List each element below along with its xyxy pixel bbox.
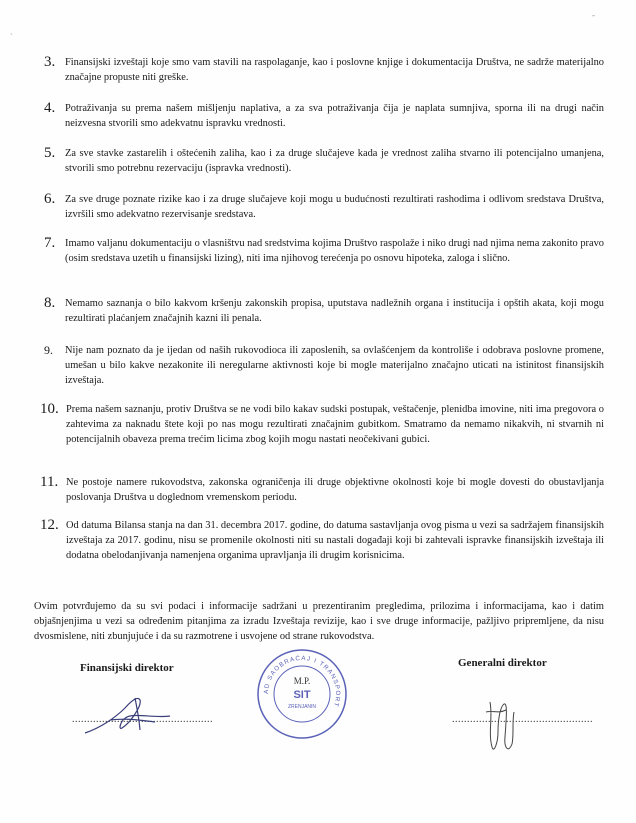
item-number: 3. <box>44 54 56 70</box>
item-number: 11. <box>40 474 59 490</box>
signature-title-right: Generalni direktor <box>458 657 547 669</box>
list-item <box>44 343 604 389</box>
item-text: Za sve stavke zastarelih i oštećenih zaliha, kao i za druge slučajeve kada je vrednost zaliha stvarno ili potencijalno umanjena, stvorili smo potrebnu rezervaciju (ispravka vrednosti). <box>65 148 604 175</box>
scan-artifact: ` <box>10 32 13 42</box>
item-number: 8. <box>44 295 56 311</box>
list-item <box>44 296 604 326</box>
item-number: 12. <box>40 517 59 533</box>
item-text: Ne postoje namere rukovodstva, zakonska ograničenja ili druge objektivne okolnosti koje bi mogle dovesti do obustavljanja poslovanja Društva u doglednom vremenskom periodu. <box>66 477 604 504</box>
stamp-ring-text: AD SAOBRAĆAJ I TRANSPORT <box>262 654 342 709</box>
item-text: Imamo valjanu dokumentaciju o vlasništvu nad sredstvima kojima Društvo raspolaže i niko drugi nad njima nema zakonito pravo (osim sredstava uzetih u finansijski lizing), niti ima njihovog terećenja po osnovu hipoteka, zaloga i slično. <box>65 238 604 265</box>
stamp-city: ZRENJANIN <box>287 704 317 710</box>
item-number: 4. <box>44 100 56 116</box>
list-item <box>44 236 604 266</box>
item-number: 10. <box>40 401 59 417</box>
company-stamp <box>256 648 348 740</box>
item-text: Nije nam poznato da je ijedan od naših rukovodioca ili zaposlenih, sa ovlašćenjem da kontroliše i odobrava poslovne promene, umešan u bilo kakve nezakonite ili neregularne aktivnosti koje bi mogle materijalno značajno uticati na istinitost finansijskih izveštaja. <box>65 345 604 387</box>
list-item <box>40 475 604 505</box>
signature-line-right: ............................................... <box>452 714 593 725</box>
item-text: Finansijski izveštaji koje smo vam stavili na raspolaganje, kao i poslovne knjige i dokumentacija Društva, ne sadrže materijalno značajne propuste niti greške. <box>65 57 604 84</box>
stamp-center: SIT <box>293 689 311 701</box>
list-item <box>44 192 604 222</box>
item-number: 9. <box>44 343 53 357</box>
item-text: Nemamo saznanja o bilo kakvom kršenju zakonskih propisa, uputstava nadležnih organa i institucija i opštih akata, koji mogu rezultirati plaćanjem značajnih kazni ili penala. <box>65 298 604 325</box>
item-number: 7. <box>44 235 56 251</box>
scan-artifact: - <box>592 10 595 20</box>
item-text: Potraživanja su prema našem mišljenju naplativa, a za sva potraživanja čija je naplata sumnjiva, sporna ili na drugi način neizvesna stvorili smo adekvatnu ispravku vrednosti. <box>65 103 604 130</box>
stamp-mp: M.P. <box>293 676 311 686</box>
signature-right <box>478 692 528 762</box>
list-item <box>40 518 604 564</box>
list-item <box>44 55 604 85</box>
closing-paragraph: Ovim potvrđujemo da su svi podaci i informacije sadržani u prezentiranim pregledima, prilozima i informacijama, kao i datim objašnjenjima u vezi sa određenim pitanjima za izradu Izveštaja revizije, kao i sve druge informacije, pažljivo pripremljene, da nisu dvosmislene, niti zbunjujuće i da su razmotrene i usvojene od strane rukovodstva. <box>34 601 604 643</box>
item-number: 5. <box>44 145 56 161</box>
list-item <box>44 146 604 176</box>
item-text: Za sve druge poznate rizike kao i za druge slučajeve koji mogu u budućnosti rezultirati rashodima i odlivom sredstava Društva, izvršili smo adekvatno rezervisanje sredstava. <box>65 194 604 221</box>
list-item <box>40 402 604 448</box>
signature-line-left: ............................................... <box>72 714 213 725</box>
item-number: 6. <box>44 191 56 207</box>
list-item <box>44 101 604 131</box>
signature-title-left: Finansijski direktor <box>80 662 174 674</box>
item-text: Prema našem saznanju, protiv Društva se ne vodi bilo kakav sudski postupak, veštačenje, plenidba imovine, niti ima pregovora o zahtevima za naknadu štete koji po nas mogu rezultirati značajnim gubitkom. Smatramo da nemamo nikakvih, ni stvarnih ni potencijalnih obaveza prema trećim licima zbog kojih mogu nastati neočekivani gubici. <box>66 404 604 446</box>
signature-left <box>80 688 190 738</box>
item-text: Od datuma Bilansa stanja na dan 31. decembra 2017. godine, do datuma sastavljanja ovog pisma u vezi sa sadržajem finansijskih izveštaja za 2017. godinu, nisu se promenile okolnosti niti su nastali događaji koji bi zahtevali ispravke finansijskih izveštaja ili dodatna obelodanjivanja namenjena organima upravljanja ili drugim korisnicima. <box>66 520 604 562</box>
